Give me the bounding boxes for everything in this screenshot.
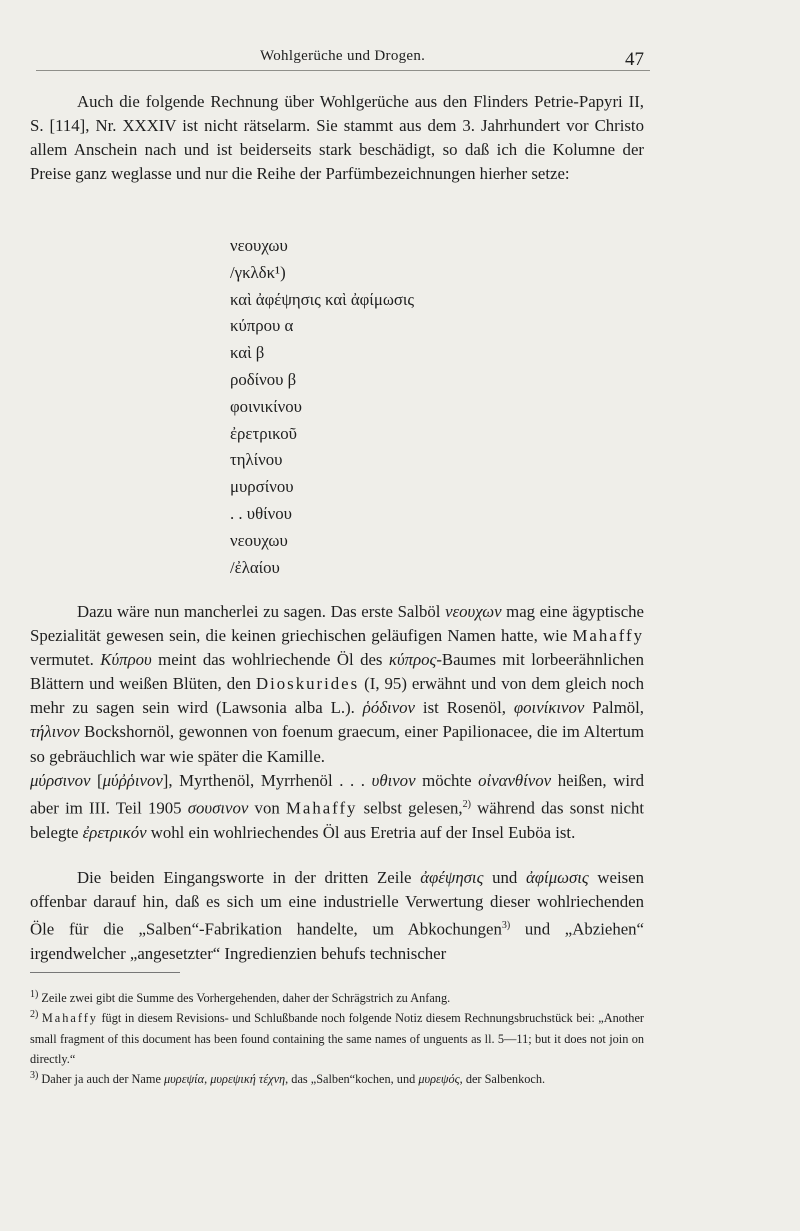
text-run: selbst gelesen, — [357, 798, 463, 818]
greek-line: . . υθίνου — [230, 503, 292, 523]
text-run: -Baumes mit lorbeerähnlichen Blättern und weißen Blüten, den — [30, 650, 644, 694]
footnote-number: 1) — [30, 989, 39, 1000]
text-run: wohl ein wohlriechendes Öl aus Eretria auf der Insel Euböa ist. — [146, 822, 576, 842]
greek-term: μυρεψός — [418, 1072, 460, 1087]
greek-term: ἐρετρικόν — [82, 822, 147, 842]
greek-line: τηλίνου — [230, 450, 283, 470]
text-run: [ — [90, 771, 103, 790]
text-run: Palmöl, — [584, 698, 644, 718]
commentary-paragraph-2 — [30, 769, 644, 845]
greek-term: υθινον — [371, 771, 416, 790]
greek-term: Κύπρου — [100, 650, 152, 670]
greek-line: /ἐλαίου — [230, 557, 280, 577]
text-run: Bockshornöl, gewonnen von foenum graecum, einer Papilionacee, die im Altertum so gebräuchlich war wie später die Kamille. — [30, 722, 644, 766]
greek-term: ῥόδινον — [362, 698, 415, 718]
text-run: Dazu wäre nun mancherlei zu sagen. Das erste Salböl — [77, 602, 446, 621]
greek-line: νεουχωυ — [230, 236, 288, 255]
footnote-ref: 2) — [462, 799, 471, 811]
greek-term: οἰνανθίνον — [478, 771, 552, 790]
running-title: Wohlgerüche und Drogen. — [260, 48, 426, 64]
text-run: vermutet. — [30, 650, 101, 670]
text-run: und — [483, 868, 526, 887]
author-name: Dioskurides — [256, 674, 360, 694]
text-run: ], Myrthenöl, Myrrhenöl . . . — [162, 771, 372, 790]
author-name: Mahaffy — [41, 1011, 98, 1026]
greek-line: /γκλδκ¹) — [230, 262, 286, 282]
text-run: von — [248, 798, 286, 818]
header-rule — [36, 70, 650, 71]
author-name: Mahaffy — [572, 626, 644, 646]
footnote-ref: 3) — [501, 920, 511, 932]
text-run: heißen, wird aber im III. Teil 1905 — [30, 771, 644, 818]
greek-line: κύπρου α — [230, 316, 294, 336]
text-run: während das sonst nicht belegte — [30, 798, 645, 842]
greek-term: σουσινον — [187, 798, 249, 818]
author-name: Mahaffy — [285, 798, 358, 818]
greek-term: νεουχων — [445, 602, 502, 621]
text-run: weisen offenbar darauf hin, daß es sich um eine industrielle Verwertung dieser wohlriechenden Öle für die „Salben“-Fabrikation handelte, um Abkochungen — [30, 868, 645, 939]
text-run: möchte — [415, 771, 479, 790]
greek-term: μύρσινον — [30, 771, 91, 790]
greek-term: μυρεψία — [163, 1072, 205, 1087]
greek-line: καὶ β — [230, 343, 265, 363]
footnote-number: 2) — [30, 1009, 39, 1020]
footnote-3 — [30, 1066, 644, 1090]
footnote-text: , der Salbenkoch. — [459, 1072, 546, 1087]
text-run: Die beiden Eingangsworte in der dritten Zeile — [77, 868, 421, 887]
greek-line: καὶ ἀφέψησις καὶ ἀφίμωσις — [230, 289, 415, 309]
footnote-text: Daher ja auch der Name — [41, 1072, 164, 1087]
text-run: und „Abziehen“ irgendwelcher „angesetzter“ Ingredienzien behufs technischer — [30, 919, 644, 963]
greek-term: ἀφέψησις — [420, 868, 484, 887]
commentary-paragraph-1 — [30, 600, 644, 769]
greek-line: ροδίνου β — [230, 369, 297, 389]
greek-term: ἀφίμωσις — [525, 868, 589, 887]
intro-paragraph: Auch die folgende Rechnung über Wohlgerüche aus den Flinders Petrie-Papyri II, S. [114], Nr. XXXIV ist nicht rätselarm. Sie stammt aus dem 3. Jahrhundert vor Christo allem Anschein nach und ist beiderseits stark beschädigt, so daß ich die Kolumne der Preise ganz weglasse und nur die Reihe der Parfümbezeichnungen hierher setze: — [30, 92, 644, 184]
footnote-text: , das „Salben“kochen, und — [285, 1072, 419, 1087]
greek-line: νεουχωυ — [230, 530, 288, 550]
greek-account-list — [230, 233, 550, 581]
greek-term: φοινίκινον — [513, 698, 585, 718]
text-run: meint das wohlriechende Öl des — [151, 650, 389, 670]
footnote-number: 3) — [30, 1070, 39, 1081]
footnote-rule — [30, 972, 180, 973]
text-run: mag eine ägyptische Spezialität gewesen sein, die keinen griechischen geläufigen Namen hatte, wie — [30, 602, 644, 646]
greek-term: τήλινον — [30, 722, 80, 742]
greek-line: μυρσίνου — [230, 477, 294, 497]
page-number: 47 — [625, 49, 644, 70]
greek-line: φοινικίνου — [230, 396, 302, 416]
page-header — [30, 40, 650, 80]
text-run: (I, 95) erwähnt und von dem gleich noch mehr zu sagen sein wird (Lawsonia alba L.). — [30, 674, 644, 718]
footnote-text: , — [204, 1072, 211, 1087]
text-run: ist Rosenöl, — [415, 698, 514, 718]
greek-line: ἐρετρικοῦ — [230, 423, 297, 443]
commentary-paragraph-3 — [30, 866, 644, 966]
greek-term: μυρεψική τέχνη — [210, 1072, 286, 1087]
footnote-text: fügt in diesem Revisions- und Schlußbande noch folgende Notiz diesem Rechnungsbruchstück bei: „Another small fragment of this document has been found containing the same names of unguents as ll. 5—11; but it does not join on directly.“ — [30, 1011, 645, 1067]
footnote-text: Zeile zwei gibt die Summe des Vorhergehenden, daher der Schrägstrich zu Anfang. — [41, 991, 451, 1006]
greek-term: κύπρος — [388, 650, 437, 670]
footnote-2 — [30, 1005, 644, 1070]
greek-term: μύῤῥινον — [102, 771, 163, 790]
